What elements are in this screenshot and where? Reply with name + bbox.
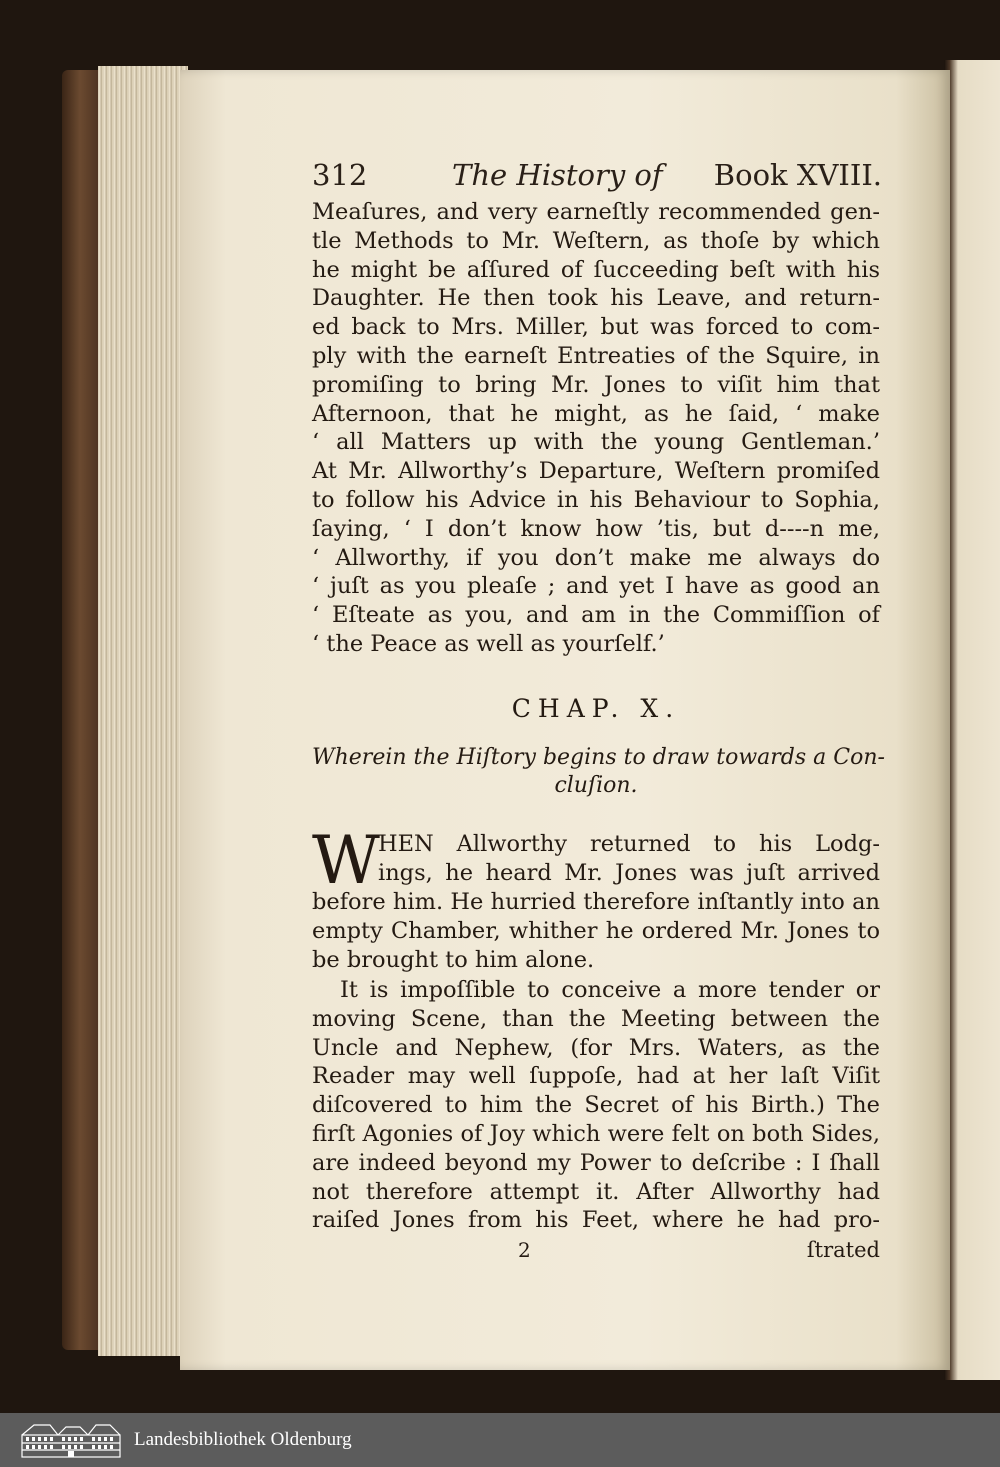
- text-line: Meaſures, and very earneſtly recommended gen-: [312, 199, 880, 225]
- drop-cap: W: [312, 822, 380, 899]
- paragraph-3: [312, 976, 880, 1235]
- text-line: At Mr. Allworthy’s Departure, Weſtern promiſed: [312, 458, 880, 485]
- text-line: Afternoon, that he might, as he ſaid, ‘ make: [312, 400, 880, 427]
- text-line: raiſed Jones from his Feet, where he had pro-: [312, 1207, 880, 1234]
- library-name: Landesbibliothek Oldenburg: [134, 1429, 352, 1450]
- text-line: ‘ all Matters up with the young Gentleman.’: [312, 429, 880, 456]
- text-line: Reader may well ſuppoſe, had at her laſt Viſit: [312, 1063, 880, 1090]
- text-line: firſt Agonies of Joy which were felt on both Sides,: [312, 1120, 880, 1147]
- text-line: ſaying, ‘ I don’t know how ’tis, but d----n me,: [312, 515, 880, 542]
- text-line: ‘ Allworthy, if you don’t make me always do: [312, 544, 880, 571]
- text-line: ply with the earneſt Entreaties of the Squire, in: [312, 342, 880, 369]
- paragraph-1: [312, 198, 880, 659]
- chapter-title-line: cluſion.: [554, 773, 638, 798]
- paragraph-2-indented: [378, 830, 880, 888]
- text-line: Daughter. He then took his Leave, and return-: [312, 285, 880, 312]
- text-line: ed back to Mrs. Miller, but was forced to com-: [312, 314, 880, 341]
- catchword: ſtrated: [806, 1238, 880, 1262]
- text-line: ‘ juſt as you pleaſe ; and yet I have as good an: [312, 573, 880, 600]
- running-header: [312, 158, 882, 194]
- text-line: he might be aſſured of ſucceeding beſt with his: [312, 256, 880, 283]
- text-line: Uncle and Nephew, (for Mrs. Waters, as the: [312, 1034, 880, 1061]
- text-line: promiſing to bring Mr. Jones to viſit him that: [312, 371, 880, 398]
- chapter-title: [312, 744, 885, 800]
- text-line: diſcovered to him the Secret of his Birth.) The: [312, 1092, 880, 1119]
- facing-page-edge: [944, 60, 1000, 1380]
- text-line: not therefore attempt it. After Allworthy had: [312, 1178, 880, 1205]
- book-number: Book XVIII.: [713, 158, 882, 192]
- text-line: empty Chamber, whither he ordered Mr. Jones to: [312, 917, 880, 944]
- library-building-icon: [20, 1421, 122, 1459]
- text-line: It is impoſſible to conceive a more tender or: [340, 977, 880, 1003]
- signature-mark: 2: [518, 1238, 531, 1262]
- running-title: The History of: [452, 158, 663, 192]
- library-footer: [0, 1413, 1000, 1467]
- text-line: moving Scene, than the Meeting between the: [312, 1005, 880, 1032]
- chapter-heading: CHAP. X.: [511, 694, 681, 723]
- page-number: 312: [312, 158, 368, 192]
- chapter-title-line: Wherein the Hiſtory begins to draw towards a Con-: [312, 745, 885, 770]
- page-edges: [98, 66, 188, 1356]
- text-line: before him. He hurried therefore inſtantly into an: [312, 889, 880, 915]
- book-cover-edge: [62, 70, 102, 1350]
- text-line: ings, he heard Mr. Jones was juſt arrived: [378, 859, 880, 886]
- paragraph-2: [312, 888, 880, 974]
- text-line: ‘ Eſteate as you, and am in the Commiſſion of: [312, 602, 880, 629]
- text-line: HEN Allworthy returned to his Lodg-: [378, 831, 880, 857]
- text-line: are indeed beyond my Power to deſcribe : I ſhall: [312, 1149, 880, 1176]
- text-line: be brought to him alone.: [312, 946, 595, 973]
- text-line: tle Methods to Mr. Weſtern, as thoſe by which: [312, 227, 880, 254]
- text-line: ‘ the Peace as well as yourſelf.’: [312, 630, 665, 657]
- text-line: to follow his Advice in his Behaviour to Sophia,: [312, 486, 880, 513]
